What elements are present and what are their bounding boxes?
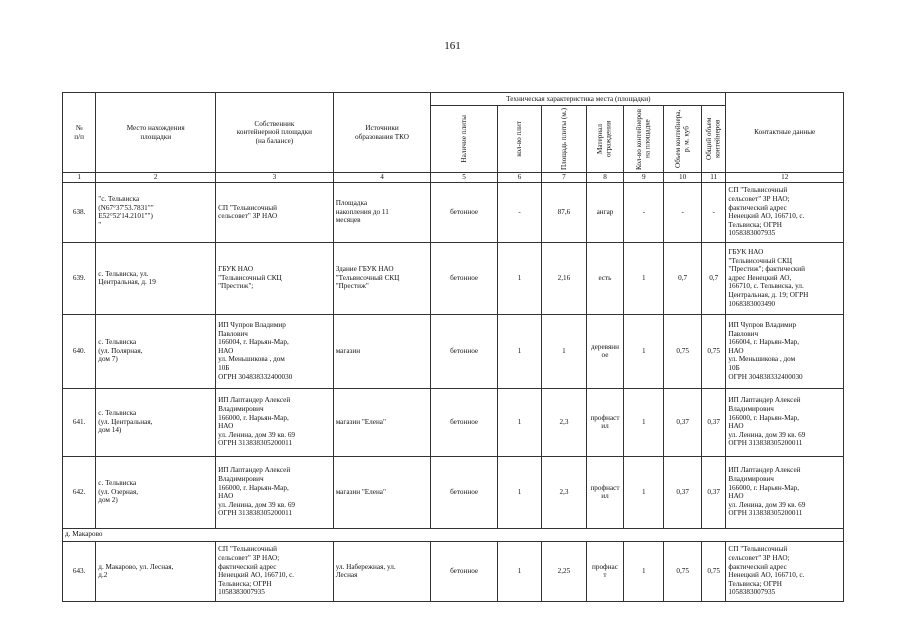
cell-volume: 0,37 (664, 456, 702, 528)
cell-plates-count: 1 (497, 388, 541, 456)
cell-fence: ангар (586, 182, 624, 242)
cell-containers: - (624, 182, 664, 242)
header-place: Место нахождения площадки (96, 93, 216, 173)
column-index-cell: 2 (96, 173, 216, 183)
column-index-cell: 3 (216, 173, 334, 183)
table-row (63, 182, 844, 242)
cell-fence: профнас т (586, 541, 624, 601)
cell-fence: деревянн ое (586, 314, 624, 388)
cell-num: 640. (63, 314, 96, 388)
cell-num: 642. (63, 456, 96, 528)
cell-place: д. Макарово, ул. Лесная, д.2 (96, 541, 216, 601)
cell-plate: бетонное (431, 314, 498, 388)
column-index-cell: 10 (664, 173, 702, 183)
cell-plates-count: 1 (497, 314, 541, 388)
cell-place: с. Тельвиска (ул. Озерная, дом 2) (96, 456, 216, 528)
column-index-cell: 7 (542, 173, 586, 183)
cell-contacts: ИП Лаптандер Алексей Владимирович 166000, г. Нарьян-Мар, НАО ул. Ленина, дом 39 кв. 69 ОГРН 313838305200011 (726, 388, 844, 456)
cell-containers: 1 (624, 314, 664, 388)
cell-owner: ГБУК НАО "Тельвисочный СКЦ "Престиж"; (216, 242, 334, 314)
cell-owner: СП "Тельвисочный сельсовет" ЗР НАО; фактический адрес Ненецкий АО, 166710, с. Тельвиска; ОГРН 1058383007935 (216, 541, 334, 601)
cell-plate: бетонное (431, 388, 498, 456)
cell-area: 87,6 (542, 182, 586, 242)
cell-contacts: СП "Тельвисочный сельсовет" ЗР НАО; фактический адрес Ненецкий АО, 166710, с. Тельвиска; ОГРН 1058383007935 (726, 182, 844, 242)
column-index-cell: 6 (497, 173, 541, 183)
cell-volume: 0,7 (664, 242, 702, 314)
cell-containers: 1 (624, 388, 664, 456)
cell-containers: 1 (624, 456, 664, 528)
cell-num: 641. (63, 388, 96, 456)
header-owner: Собственник контейнерной площадки (на балансе) (216, 93, 334, 173)
cell-plates-count: - (497, 182, 541, 242)
cell-plates-count: 1 (497, 456, 541, 528)
cell-num: 639. (63, 242, 96, 314)
cell-total-volume: 0,75 (702, 541, 726, 601)
cell-volume: 0,37 (664, 388, 702, 456)
table-row (63, 456, 844, 528)
cell-sources: магазин "Елена" (333, 456, 431, 528)
header-tech-col: Наличие плиты (431, 106, 498, 173)
cell-sources: магазин (333, 314, 431, 388)
cell-area: 2,16 (542, 242, 586, 314)
cell-owner: ИП Лаптандер Алексей Владимирович 166000, г. Нарьян-Мар, НАО ул. Ленина, дом 39 кв. 69 ОГРН 313838305200011 (216, 388, 334, 456)
header-tech-col: Материал ограждения (586, 106, 624, 173)
header-tech-col: Площадь плиты (м.) (542, 106, 586, 173)
table-row (63, 242, 844, 314)
cell-volume: - (664, 182, 702, 242)
cell-plate: бетонное (431, 242, 498, 314)
cell-owner: ИП Лаптандер Алексей Владимирович 166000, г. Нарьян-Мар, НАО ул. Ленина, дом 39 кв. 69 ОГРН 313838305200011 (216, 456, 334, 528)
cell-plate: бетонное (431, 456, 498, 528)
cell-sources: ул. Набережная, ул. Лесная (333, 541, 431, 601)
cell-fence: профнаст ил (586, 388, 624, 456)
page-number: 161 (444, 40, 461, 52)
cell-contacts: ИП Чупров Владимир Павлович 166004, г. Нарьян-Мар, НАО ул. Меньшикова , дом 10Б ОГРН 304838332400030 (726, 314, 844, 388)
header-tech-col: Объем контейнера, р. м. куб (664, 106, 702, 173)
section-row (63, 528, 844, 541)
cell-place: с. Тельвиска, ул. Центральная, д. 19 (96, 242, 216, 314)
header-tech-col: Общий объем контейнеров (702, 106, 726, 173)
cell-owner: СП "Тельвисочный сельсовет" ЗР НАО (216, 182, 334, 242)
column-index-row (63, 173, 844, 183)
header-row-top (63, 93, 844, 106)
column-index-cell: 5 (431, 173, 498, 183)
cell-area: 2,3 (542, 388, 586, 456)
cell-contacts: ИП Лаптандер Алексей Владимирович 166000, г. Нарьян-Мар, НАО ул. Ленина, дом 39 кв. 69 ОГРН 313838305200011 (726, 456, 844, 528)
cell-plate: бетонное (431, 541, 498, 601)
cell-sources: магазин "Елена" (333, 388, 431, 456)
header-num: № п/п (63, 93, 96, 173)
cell-containers: 1 (624, 242, 664, 314)
cell-area: 2,25 (542, 541, 586, 601)
cell-volume: 0,75 (664, 541, 702, 601)
cell-total-volume: 0,37 (702, 388, 726, 456)
header-tech-col: кол-во плит (497, 106, 541, 173)
cell-plates-count: 1 (497, 541, 541, 601)
cell-total-volume: - (702, 182, 726, 242)
cell-sources: Площадка накопления до 11 месяцев (333, 182, 431, 242)
cell-total-volume: 0,75 (702, 314, 726, 388)
cell-owner: ИП Чупров Владимир Павлович 166004, г. Нарьян-Мар, НАО ул. Меньшикова , дом 10Б ОГРН 304838332400030 (216, 314, 334, 388)
section-label: д. Макарово (63, 528, 844, 541)
cell-place: с. Тельвиска (ул. Центральная, дом 14) (96, 388, 216, 456)
cell-total-volume: 0,37 (702, 456, 726, 528)
cell-sources: Здание ГБУК НАО "Тельвисочный СКЦ "Престиж" (333, 242, 431, 314)
cell-area: 1 (542, 314, 586, 388)
header-tech: Техническая характеристика места (площадки) (431, 93, 726, 106)
table-row (63, 541, 844, 601)
cell-containers: 1 (624, 541, 664, 601)
column-index-cell: 9 (624, 173, 664, 183)
table-row (63, 388, 844, 456)
cell-plate: бетонное (431, 182, 498, 242)
cell-num: 643. (63, 541, 96, 601)
cell-volume: 0,75 (664, 314, 702, 388)
cell-num: 638. (63, 182, 96, 242)
cell-place: с. Тельвиска (ул. Полярная, дом 7) (96, 314, 216, 388)
table-row (63, 314, 844, 388)
cell-place: "с. Тельвиска (N67°37'53.7831"" E52°52'14.2101"") " (96, 182, 216, 242)
column-index-cell: 8 (586, 173, 624, 183)
header-sources: Источники образования ТКО (333, 93, 431, 173)
cell-total-volume: 0,7 (702, 242, 726, 314)
cell-contacts: СП "Тельвисочный сельсовет" ЗР НАО; фактический адрес Ненецкий АО, 166710, с. Тельвиска; ОГРН 1058383007935 (726, 541, 844, 601)
column-index-cell: 1 (63, 173, 96, 183)
cell-contacts: ГБУК НАО "Тельвисочный СКЦ "Престиж"; фактический адрес Ненецкий АО, 166710, с. Тельвиска, ул. Центральная, д. 19; ОГРН 1068383003490 (726, 242, 844, 314)
cell-plates-count: 1 (497, 242, 541, 314)
header-contacts: Контактные данные (726, 93, 844, 173)
cell-area: 2,3 (542, 456, 586, 528)
column-index-cell: 12 (726, 173, 844, 183)
column-index-cell: 4 (333, 173, 431, 183)
cell-fence: профнаст ил (586, 456, 624, 528)
waste-sites-table (62, 92, 844, 602)
header-tech-col: Кол-во контейнеров на площадке (624, 106, 664, 173)
cell-fence: есть (586, 242, 624, 314)
column-index-cell: 11 (702, 173, 726, 183)
